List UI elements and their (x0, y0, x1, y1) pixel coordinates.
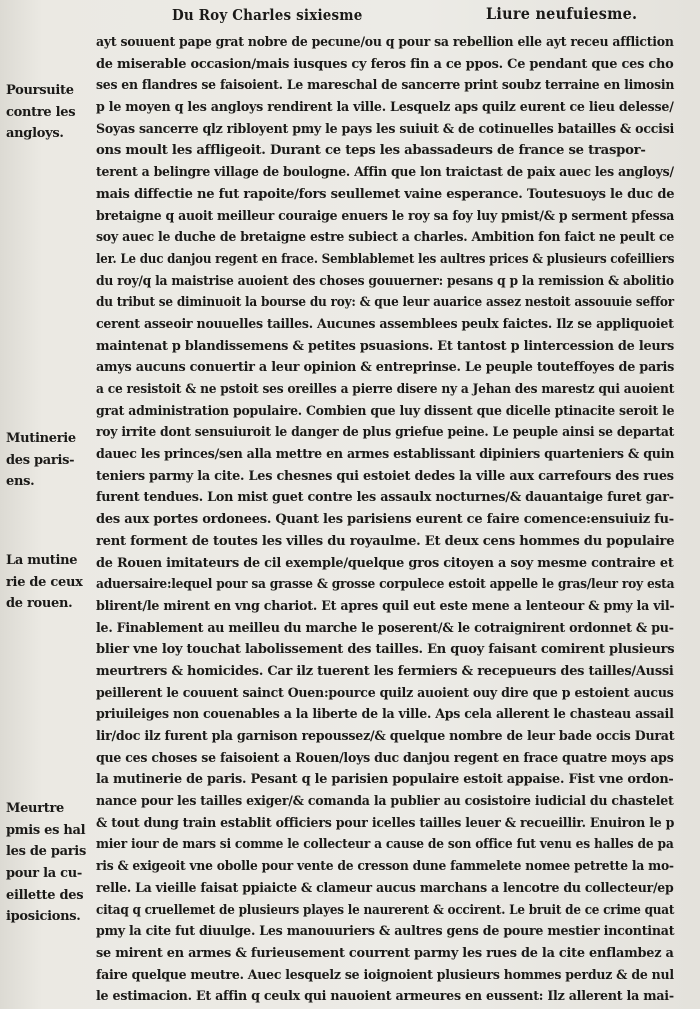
text-line: ler. Le duc danjou regent en frace. Semblablemet les aultres prices & plusieurs cofeilliers (96, 251, 675, 267)
text-line: la mutinerie de paris. Pesant q le parisien populaire estoit appaise. Fist vne ordon- (96, 772, 674, 788)
text-line: soy auec le duche de bretaigne estre subiect a charles. Ambition fon faict ne peult ce (96, 230, 675, 246)
text-line: & tout dung train establit officiers pour icelles tailles leuer & recueillir. Enuiron le p (96, 815, 675, 831)
marginal-note-mutinerie-rouen (6, 550, 92, 615)
text-line: peillerent le couuent sainct Ouen:pource quilz auoient ouy dire que p estoient aucus (96, 685, 674, 701)
text-line: faire quelque meutre. Auec lesquelz se ioignoient plusieurs hommes perduz & de nul (96, 967, 674, 983)
marginal-note-line: angloys. (6, 126, 64, 142)
text-line: teniers parmy la cite. Les chesnes qui estoiet dedes la ville aux carrefours des rues (96, 468, 674, 484)
marginal-note-line: pmis es hal (6, 822, 86, 838)
text-line: terent a belingre village de boulogne. Affin que lon traictast de paix auec les angloys/ (96, 165, 674, 181)
text-line: blier vne loy touchat labolissement des tailles. En quoy faisant comirent plusieurs (96, 642, 675, 658)
marginal-note-poursuite (6, 80, 92, 145)
marginal-note-line: de rouen. (6, 596, 73, 612)
text-line: Soyas sancerre qlz ribloyent pmy le pays les suiuit & de cotinuelles batailles & occisi (96, 121, 675, 137)
marginal-note-line: iposicions. (6, 909, 81, 925)
marginal-note-line: pour la cu- (6, 866, 82, 882)
running-head-right: Liure neufuiesme. (486, 4, 638, 23)
text-line: que ces choses se faisoient a Rouen/loys duc danjou regent en frace quatre moys aps (96, 750, 674, 766)
text-line: priuileiges non couenables a la liberte de la ville. Aps cela allerent le chasteau assail (96, 707, 674, 723)
text-line: grat administration populaire. Combien que luy dissent que dicelle ptinacite seroit le (96, 403, 675, 419)
text-line: pmy la cite fut diuulge. Les manouuriers & aultres gens de poure mestier incontinat (96, 924, 675, 940)
text-line: p le moyen q les angloys rendirent la ville. Lesquelz aps quilz eurent ce lieu delesse/ (96, 100, 674, 116)
text-line: a ce resistoit & ne pstoit ses oreilles a pierre disere ny a Jehan des marestz qui auoient (96, 382, 675, 397)
text-line: mier iour de mars si comme le collecteur a cause de son office fut venu es halles de pa (96, 837, 674, 853)
marginal-note-line: ens. (6, 474, 35, 490)
marginal-note-line: contre les (6, 104, 76, 120)
text-line: blirent/le mirent en vng chariot. Et apres quil eut este mene a lenteour & pmy la vil- (96, 598, 675, 614)
text-line: dauec les princes/sen alla mettre en armes establissant dipiniers quarteniers & quin (96, 447, 675, 463)
marginal-note-line: Mutinerie (6, 431, 76, 446)
marginal-note-line: des paris- (6, 452, 75, 468)
text-line: ses en flandres se faisoient. Le mareschal de sancerre print soubz terraine en limosin (96, 78, 675, 94)
text-line: le estimacion. Et affin q ceulx qui nauoient armeures en eussent: Ilz allerent la mai- (96, 989, 674, 1005)
text-line: de Rouen imitateurs de cil exemple/quelque gros citoyen a soy mesme contraire et (96, 555, 674, 571)
text-line: le. Finablement au meilleu du marche le poserent/& le cotraignirent ordonnet & pu- (96, 620, 674, 636)
text-line: rent forment de toutes les villes du royaulme. Et deux cens hommes du populaire (96, 533, 675, 549)
running-head-left: Du Roy Charles sixiesme (172, 6, 363, 24)
text-line: furent tendues. Lon mist guet contre les assaulx nocturnes/& dauantaige furet gar- (96, 490, 674, 506)
text-line: de miserable occasion/mais iusques cy feros fin a ce ppos. Ce pendant que ces cho (96, 56, 674, 72)
text-line: lir/doc ilz furent pla garnison repoussez/& quelque nombre de leur bade occis Durat (96, 729, 675, 744)
marginal-note-line: rie de ceux (6, 574, 83, 590)
text-line: roy irrite dont sensuiuroit le danger de plus griefue peine. Le peuple ainsi se departat (96, 425, 675, 441)
text-line: se mirent en armes & furieusement courrent parmy les rues de la cite enflambez a (96, 945, 674, 961)
text-line: nance pour les tailles exiger/& comanda la publier au cosistoire iudicial du chastelet (96, 794, 674, 810)
text-line: du tribut se diminuoit la bourse du roy: & que leur auarice assez nestoit assouuie seffor (96, 295, 674, 311)
text-line: cerent asseoir nouuelles tailles. Aucunes assemblees peulx faictes. Ilz se appliquoiet (96, 316, 674, 332)
text-line: maintenat p blandissemens & petites psuasions. Et tantost p lintercession de leurs (96, 338, 675, 354)
marginal-note-line: Meurtre (6, 801, 64, 816)
text-line: bretaigne q auoit meilleur couraige enuers le roy sa foy luy pmist/& p serment pfessa (96, 208, 675, 224)
marginal-note-meurtre (6, 798, 92, 928)
text-line: relle. La vieille faisat ppiaicte & clameur aucus marchans a lencotre du collecteur/ep (96, 880, 674, 896)
body-text (96, 32, 674, 1008)
text-line: ons moult les affligeoit. Durant ce teps les abassadeurs de france se traspor- (96, 143, 646, 159)
text-line: ris & exigeoit vne obolle pour vente de cresson dune fammelete nomee petrette la mo- (96, 859, 674, 875)
text-line: amys aucuns conuertir a leur opinion & entreprinse. Le peuple touteffoyes de paris (96, 360, 675, 376)
text-line: ayt souuent pape grat nobre de pecune/ou q pour sa rebellion elle ayt receu affliction (96, 35, 674, 50)
text-line: mais diffectie ne fut rapoite/fors seullemet vaine esperance. Toutesuoys le duc de (96, 186, 675, 202)
text-line: meurtrers & homicides. Car ilz tuerent les fermiers & recepueurs des tailles/Aussi (96, 663, 674, 679)
marginal-note-line: eillette des (6, 887, 84, 903)
text-line: aduersaire:lequel pour sa grasse & grosse corpulece estoit appelle le gras/leur roy esta (96, 577, 675, 593)
text-line: du roy/q la maistrise auoient des choses gouuerner: pesans q p la remission & abolitio (96, 273, 674, 289)
text-line: citaq q cruellemet de plusieurs playes le naurerent & occirent. Le bruit de ce crime quat (96, 902, 675, 918)
marginal-note-mutinerie-paris (6, 428, 92, 493)
marginal-note-line: Poursuite (6, 83, 74, 98)
running-head (0, 4, 700, 30)
text-line: des aux portes ordonees. Quant les parisiens eurent ce faire comence:ensuiuiz fu- (96, 512, 674, 528)
marginal-note-line: La mutine (6, 553, 78, 568)
marginal-note-line: les de paris (6, 844, 86, 860)
